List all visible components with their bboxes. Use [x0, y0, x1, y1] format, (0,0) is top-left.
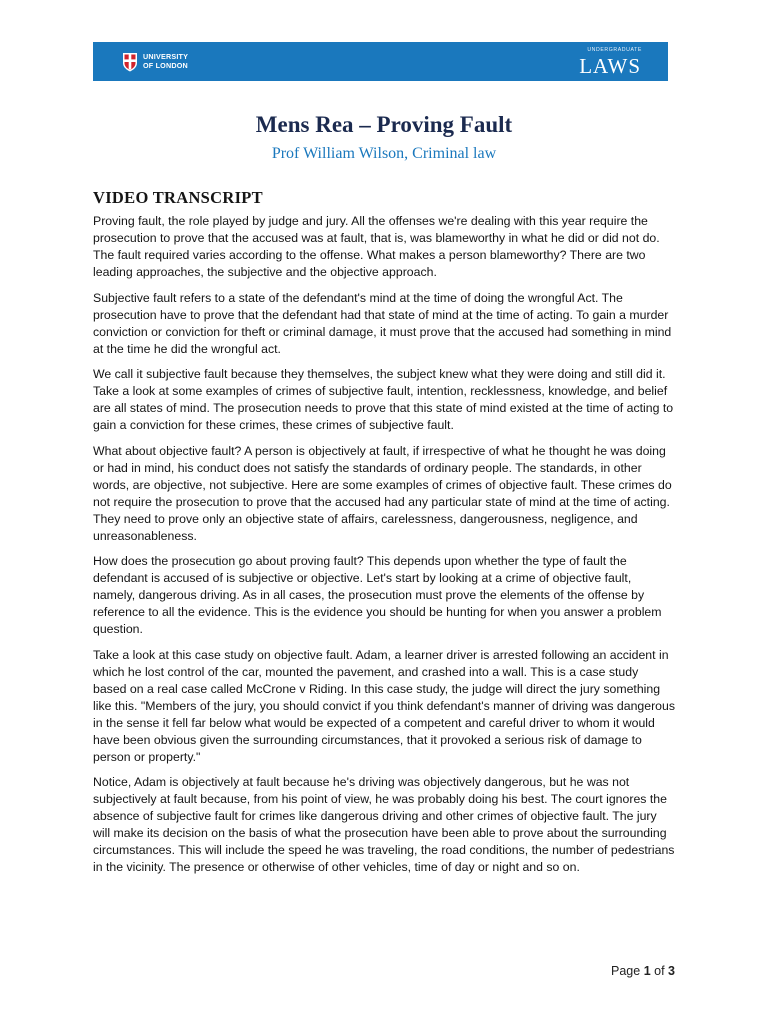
paragraph: Notice, Adam is objectively at fault because he's driving was objectively dangerous, but he was not subjectively at fault because, from his point of view, he was probably doing his best. The court ignores the absence of subjective fault for crimes like dangerous driving and other crimes of objective fault. The jury will make its decision on the basis of what the prosecution have been able to prove about the surrounding circumstances. This will include the speed he was traveling, the road conditions, the number of pedestrians in the vicinity. The presence or otherwise of other vehicles, time of day or night and so on. — [93, 775, 675, 874]
total-pages: 3 — [668, 964, 675, 978]
paragraph: Subjective fault refers to a state of the defendant's mind at the time of doing the wrongful Act. The prosecution have to prove that the defendant had that state of mind at the time of acting. To gain a murder conviction or conviction for theft or criminal damage, it must prove that the accused had something in mind at the time he did the wrongful act. — [93, 290, 672, 356]
university-crest-icon — [122, 52, 138, 72]
section-heading: VIDEO TRANSCRIPT — [93, 188, 263, 207]
program-small-label: UNDERGRADUATE — [587, 47, 642, 53]
transcript-body — [93, 213, 675, 885]
paragraph: Proving fault, the role played by judge and jury. All the offenses we're dealing with this year require the prosecution to prove that the accused was at fault, that is, was blameworthy in what he did or did not do. The fault required varies according to the offense. What makes a person blameworthy? There are two leading approaches, the subjective and the objective approach. — [93, 214, 660, 279]
paragraph: Take a look at this case study on objective fault. Adam, a learner driver is arrested following an accident in which he lost control of the car, mounted the pavement, and crashed into a wall. This is a case study based on a real case called McCrone v Riding. In this case study, the judge will direct the jury something like this. "Members of the jury, you should convict if you think defendant's manner of driving was dangerous in the sense it fell far below what would be expected of a competent and careful driver to whom it would have been obvious given the surrounding circumstances, that it provoked a serious risk of damage to person or property." — [93, 647, 676, 764]
paragraph: What about objective fault? A person is objectively at fault, if irrespective of what he thought he was doing or had in mind, his conduct does not satisfy the standards of ordinary people. The standards, in other words, are objective, not subjective. Here are some examples of crimes of objective fault. These crimes do not require the prosecution to prove that the accused had any particular state of mind at the time of acting. They need to prove only an objective state of affairs, carelessness, dangerousness, negligence, and unreasonableness. — [93, 443, 672, 543]
university-line2: OF LONDON — [143, 60, 188, 70]
university-line1: UNIVERSITY — [143, 52, 189, 61]
program-large-label: LAWS — [579, 54, 641, 78]
university-logo-text — [143, 53, 188, 70]
document-title: Mens Rea – Proving Fault — [255, 112, 513, 137]
page-label: Page — [611, 964, 641, 978]
current-page: 1 — [643, 964, 651, 978]
header-banner — [93, 42, 668, 81]
page-number — [611, 964, 675, 978]
paragraph: How does the prosecution go about proving fault? This depends upon whether the type of fault the defendant is accused of is subjective or objective. Let's start by looking at a crime of objective fault, namely, dangerous driving. As in all cases, the prosecution must prove the elements of the offense by reference to all the evidence. This is the evidence you should be hunting for when you answer a problem question. — [93, 554, 662, 636]
paragraph: We call it subjective fault because they themselves, the subject knew what they were doing and still did it. Take a look at some examples of crimes of subjective fault, intention, recklessness, knowledge, and belief are all states of mind. The prosecution needs to prove that this state of mind existed at the time of acting to gain a conviction for these crimes, these crimes of subjective fault. — [93, 367, 674, 432]
of-label: of — [654, 964, 665, 978]
document-subtitle: Prof William Wilson, Criminal law — [271, 145, 497, 162]
